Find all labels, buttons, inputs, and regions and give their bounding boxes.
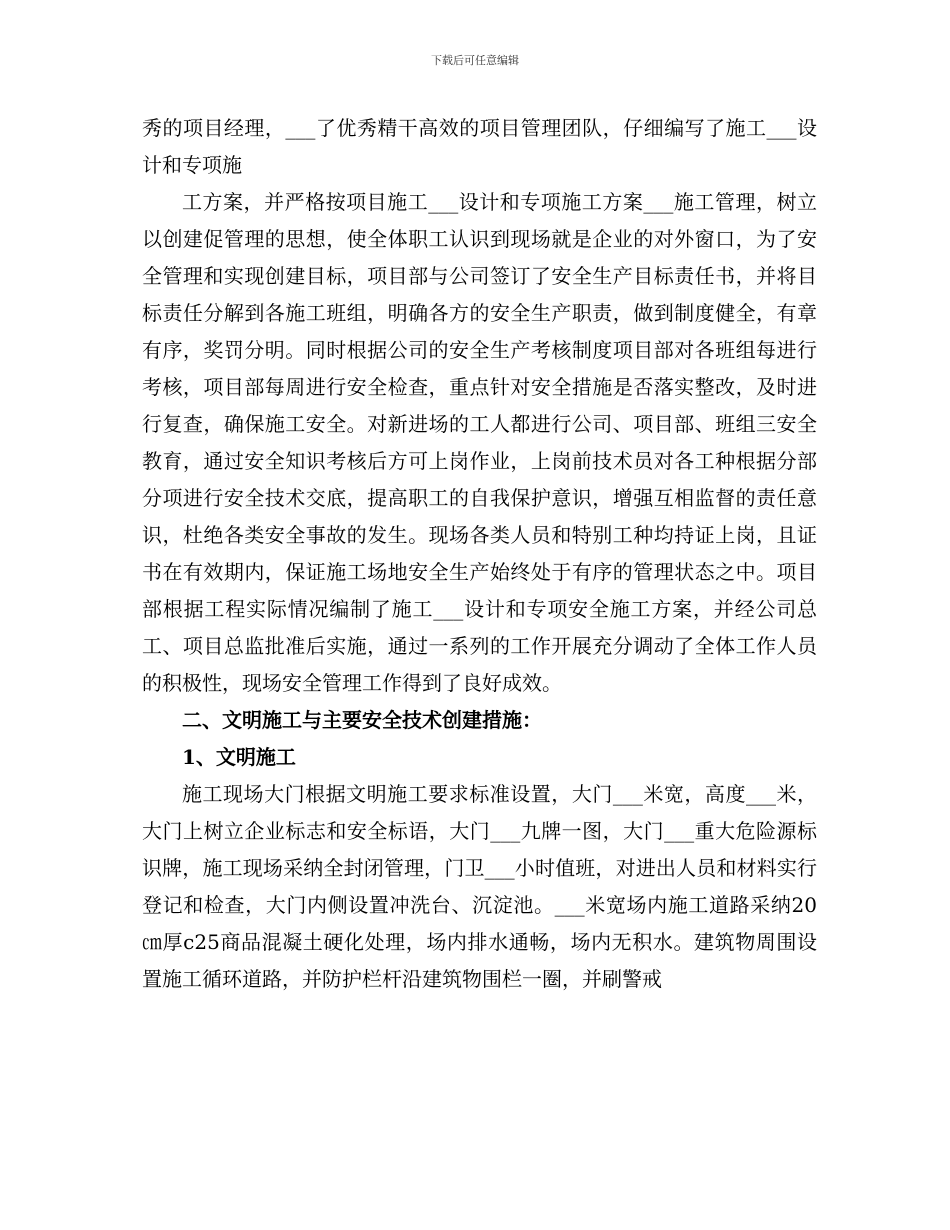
paragraph-civilized-construction: 施工现场大门根据文明施工要求标准设置，大门___米宽，高度___米，大门上树立企业标志和安全标语，大门___九牌一图，大门___重大危险源标识牌，施工现场采纳全封闭管理，门卫___小时值班，对进出人员和材料实行登记和检查，大门内侧设置冲洗台、沉淀池。___米宽场内施工道路采纳20㎝厚c25商品混凝土硬化处理，场内排水通畅，场内无积水。建筑物周围设置施工循环道路，并防护栏杆沿建筑物围栏一圈，并刷警戒	[142, 782, 817, 991]
page-header: 下载后可任意编辑	[431, 54, 519, 67]
section-heading: 二、文明施工与主要安全技术创建措施：	[182, 708, 542, 732]
subsection-heading: 1、文明施工	[182, 745, 296, 769]
paragraph-safety-management: 工方案，并严格按项目施工___设计和专项施工方案___施工管理，树立以创建促管理的思想，使全体职工认识到现场就是企业的对外窗口，为了安全管理和实现创建目标，项目部与公司签订了安全生产目标责任书，并将目标责任分解到各施工班组，明确各方的安全生产职责，做到制度健全，有章有序，奖罚分明。同时根据公司的安全生产考核制度项目部对各班组每进行考核，项目部每周进行安全检查，重点针对安全措施是否落实整改，及时进行复查，确保施工安全。对新进场的工人都进行公司、项目部、班组三安全教育，通过安全知识考核后方可上岗作业，上岗前技术员对各工种根据分部分项进行安全技术交底，提高职工的自我保护意识，增强互相监督的责任意识，杜绝各类安全事故的发生。现场各类人员和特别工种均持证上岗，且证书在有效期内，保证施工场地安全生产始终处于有序的管理状态之中。项目部根据工程实际情况编制了施工___设计和专项安全施工方案，并经公司总工、项目总监批准后实施，通过一系列的工作开展充分调动了全体工作人员的积极性，现场安全管理工作得到了良好成效。	[142, 190, 817, 695]
paragraph-continuation: 秀的项目经理，___了优秀精干高效的项目管理团队，仔细编写了施工___设计和专项施	[142, 116, 817, 177]
document-body	[142, 110, 817, 998]
